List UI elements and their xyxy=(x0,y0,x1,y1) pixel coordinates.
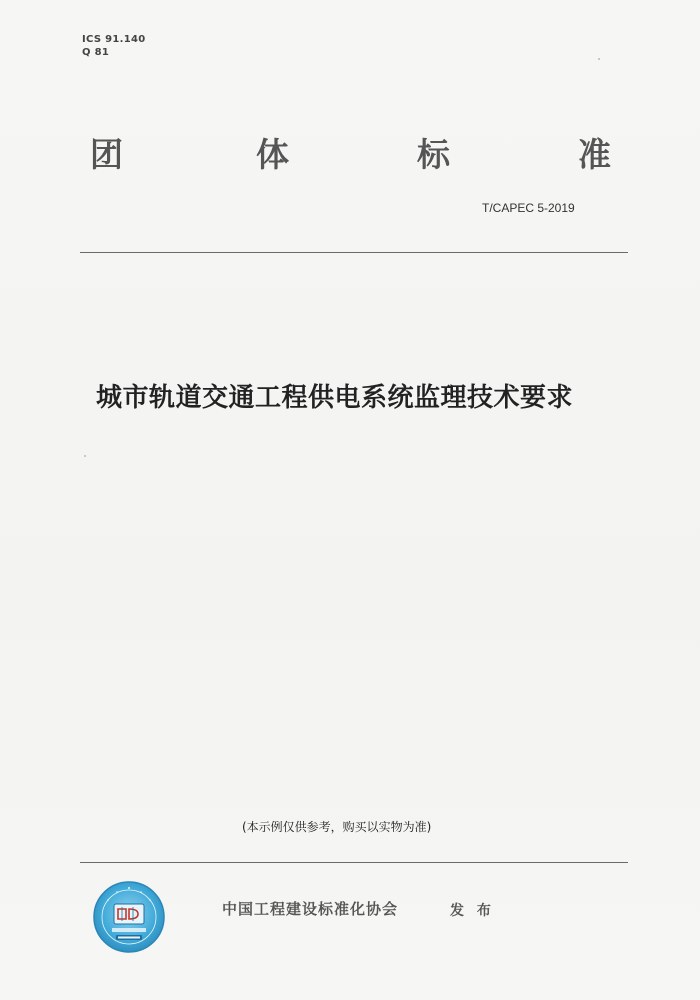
standard-type-char: 团 xyxy=(90,135,123,174)
top-divider xyxy=(80,252,628,253)
document-title: 城市轨道交通工程供电系统监理技术要求 xyxy=(96,383,574,413)
standard-type-heading xyxy=(80,133,625,177)
standard-type-char: 标 xyxy=(417,135,450,174)
sample-note: (本示例仅供参考，购买以实物为准) xyxy=(242,820,432,834)
ics-code: ICS 91.140 xyxy=(82,34,146,45)
ccs-code: Q 81 xyxy=(82,47,110,58)
classification-codes xyxy=(82,33,146,59)
publish-label: 发 布 xyxy=(450,903,495,919)
standard-number: T/CAPEC 5-2019 xyxy=(482,201,575,215)
paper-speck xyxy=(598,58,600,60)
bottom-divider xyxy=(80,862,628,863)
standard-type-char: 准 xyxy=(578,135,611,174)
publisher-name: 中国工程建设标准化协会 xyxy=(222,900,399,918)
paper-speck xyxy=(84,455,86,457)
cecs-certification-seal-icon xyxy=(92,880,166,954)
standard-type-char: 体 xyxy=(256,135,289,174)
